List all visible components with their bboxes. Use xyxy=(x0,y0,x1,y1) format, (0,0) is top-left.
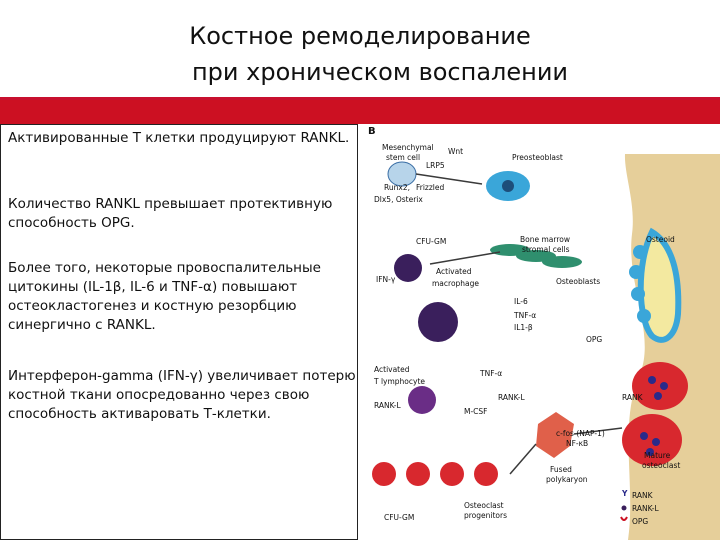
label-activated-t2: T lymphocyte xyxy=(374,377,426,386)
osteoblast-cell xyxy=(631,287,645,301)
label-tnfa: TNF-α xyxy=(514,311,537,320)
label-activated-t1: Activated xyxy=(374,365,410,374)
label-tnfa2: TNF-α xyxy=(480,369,503,378)
label-opg: OPG xyxy=(586,335,603,344)
progenitor-cell xyxy=(474,462,498,486)
slide-title-line-2: при хроническом воспалении xyxy=(191,58,569,86)
label-mcsf: M-CSF xyxy=(464,407,488,416)
label-msc: Mesenchymal xyxy=(382,143,434,152)
label-bone-marrow: Bone marrow xyxy=(520,235,570,244)
paragraph-ifn-gamma: Интерферон-gamma (IFN-γ) увеличивает потерю костной ткани опосредованно через свою способность активаровать Т-клетки. xyxy=(8,368,356,422)
legend-opg: OPG xyxy=(632,517,649,526)
accent-bar xyxy=(0,100,720,124)
paragraph-t-cells: Активированные Т клетки продуцируют RANKL. xyxy=(8,130,350,146)
label-rank-l: RANK-L xyxy=(374,401,401,410)
bone-remodeling-figure xyxy=(360,124,720,540)
panel-letter: B xyxy=(368,126,376,137)
macrophage-cell xyxy=(394,254,422,282)
label-wnt: Wnt xyxy=(448,147,464,156)
label-osteoblasts: Osteoblasts xyxy=(556,277,601,286)
label-nfkb2: NF-κB xyxy=(566,439,589,448)
progenitor-cell xyxy=(440,462,464,486)
label-rank-l2: RANK-L xyxy=(498,393,525,402)
osteoblast-cell xyxy=(633,245,647,259)
label-rank: RANK xyxy=(622,393,643,402)
label-mature2: osteoclast xyxy=(642,461,681,470)
legend-rankl-dot xyxy=(622,506,627,511)
svg-text:Y: Y xyxy=(622,489,628,498)
paragraph-cytokines: Более того, некоторые провоспалительные цитокины (IL-1β, IL-6 и TNF-α) повышают остеокластогенез и костную резорбцию синергично с RANKL. xyxy=(8,260,321,333)
legend-rank: RANK xyxy=(632,491,653,500)
label-macrophage: macrophage xyxy=(432,279,480,288)
t-lymphocyte xyxy=(408,386,436,414)
label-activated: Activated xyxy=(436,267,472,276)
stromal-cell xyxy=(542,256,582,268)
label-msc2: stem cell xyxy=(386,153,421,162)
label-il1b: IL1-β xyxy=(514,323,533,332)
progenitor-cell xyxy=(406,462,430,486)
legend-rankl: RANK-L xyxy=(632,504,659,513)
figure-svg xyxy=(360,124,720,540)
label-nfkb1: c-fos (NAP-1) xyxy=(556,429,605,438)
label-osteoid: Osteoid xyxy=(646,235,675,244)
progenitor-cell xyxy=(372,462,396,486)
label-cfu-gm2: CFU-GM xyxy=(384,513,415,522)
label-ifn: IFN-γ xyxy=(376,275,396,284)
label-frizzled: Frizzled xyxy=(416,183,445,192)
label-preosteoblast: Preosteoblast xyxy=(512,153,563,162)
label-fused1: Fused xyxy=(550,465,572,474)
macrophage-cell xyxy=(418,302,458,342)
label-oc-prog2: progenitors xyxy=(464,511,508,520)
osteoblast-cell xyxy=(637,309,651,323)
label-lrp5: LRP5 xyxy=(426,161,445,170)
label-il6: IL-6 xyxy=(514,297,528,306)
label-oc-prog1: Osteoclast xyxy=(464,501,504,510)
label-fused2: polykaryon xyxy=(546,475,588,484)
label-stromal: stromal cells xyxy=(522,245,570,254)
label-runx2: Runx2, xyxy=(384,183,410,192)
title-band xyxy=(0,0,720,100)
slide-title-line-1: Костное ремоделирование xyxy=(189,22,531,50)
paragraph-rankl-opg: Количество RANKL превышает протективную способность OPG. xyxy=(8,196,333,231)
label-dlx5: Dlx5, Osterix xyxy=(374,195,423,204)
label-mature1: Mature xyxy=(644,451,671,460)
label-cfu-gm: CFU-GM xyxy=(416,237,447,246)
osteoblast-cell xyxy=(629,265,643,279)
text-panel xyxy=(0,124,358,540)
